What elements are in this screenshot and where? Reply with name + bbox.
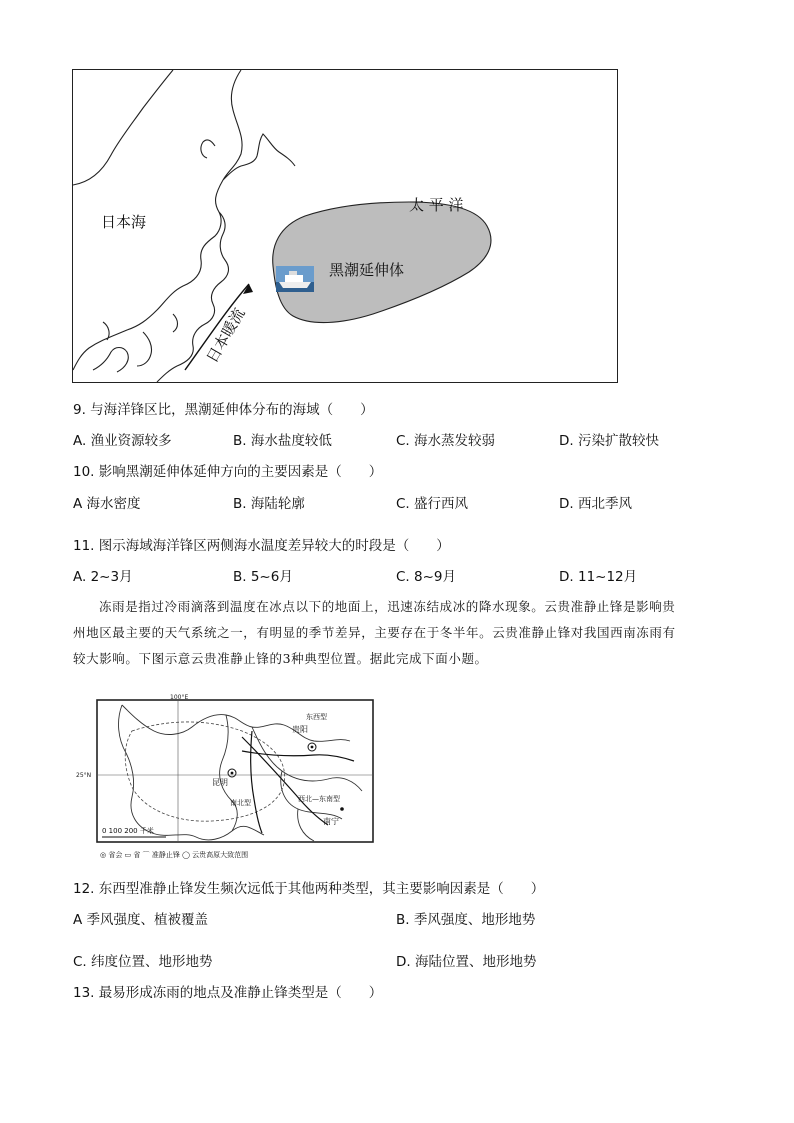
question-9-option-c: C. 海水蒸发较弱 bbox=[396, 433, 496, 449]
legend: ◎ 省会 ▭ 省 ⌒ 准静止锋 ◯ 云贵高原大致范围 bbox=[100, 851, 249, 859]
question-11-option-c: C. 8~9月 bbox=[396, 569, 456, 585]
question-12-option-a: A 季风强度、植被覆盖 bbox=[73, 912, 209, 928]
label-type-north-south: 南北型 bbox=[230, 799, 251, 807]
label-type-east-west: 东西型 bbox=[306, 713, 327, 721]
question-12-stem: 12. 东西型准静止锋发生频次远低于其他两种类型，其主要影响因素是（ ） bbox=[73, 881, 545, 897]
city-guiyang-label: 贵阳 bbox=[292, 725, 308, 734]
front-map bbox=[76, 691, 378, 863]
plateau-outline bbox=[125, 722, 284, 821]
label-sea-of-japan: 日本海 bbox=[101, 213, 147, 231]
question-9-option-a: A. 渔业资源较多 bbox=[73, 433, 172, 449]
question-10-option-d: D. 西北季风 bbox=[559, 496, 632, 512]
passage-line-1: 冻雨是指过冷雨滴落到温度在冰点以下的地面上，迅速冻结成冰的降水现象。云贵准静止锋是影响贵 bbox=[99, 599, 676, 614]
passage-line-3: 较大影响。下图示意云贵准静止锋的3种典型位置。据此完成下面小题。 bbox=[73, 651, 488, 666]
city-kunming-label: 昆明 bbox=[212, 778, 228, 787]
question-10-option-b: B. 海陆轮廓 bbox=[233, 496, 305, 512]
city-nanning-marker bbox=[340, 807, 344, 811]
lat-label: 25°N bbox=[76, 772, 92, 779]
question-10-option-a: A 海水密度 bbox=[73, 496, 141, 512]
question-12-option-b: B. 季风强度、地形地势 bbox=[396, 912, 536, 928]
kuroshio-map bbox=[72, 69, 618, 383]
scale-label: 0 100 200 千米 bbox=[102, 827, 154, 835]
question-11-option-b: B. 5~6月 bbox=[233, 569, 293, 585]
front-north-south bbox=[251, 731, 262, 833]
label-kuroshio-extension: 黑潮延伸体 bbox=[329, 261, 405, 279]
city-nanning-label: 南宁 bbox=[323, 817, 339, 826]
label-kuroshio-current: 日本暖流 bbox=[202, 305, 249, 366]
question-11-option-d: D. 11~12月 bbox=[559, 569, 638, 585]
question-10-stem: 10. 影响黑潮延伸体延伸方向的主要因素是（ ） bbox=[73, 464, 383, 480]
question-12-option-c: C. 纬度位置、地形地势 bbox=[73, 954, 213, 970]
front-east-west bbox=[242, 751, 354, 761]
lon-label: 100°E bbox=[170, 694, 189, 701]
front-map-svg bbox=[76, 691, 378, 863]
question-9-stem: 9. 与海洋锋区比，黑潮延伸体分布的海域（ ） bbox=[73, 402, 374, 418]
question-11-stem: 11. 图示海域海洋锋区两侧海水温度差异较大的时段是（ ） bbox=[73, 538, 450, 554]
passage bbox=[73, 594, 733, 672]
label-pacific-ocean: 太 平 洋 bbox=[409, 196, 464, 214]
question-13-stem: 13. 最易形成冻雨的地点及准静止锋类型是（ ） bbox=[73, 985, 383, 1001]
kuroshio-map-svg bbox=[73, 70, 617, 382]
question-9-option-d: D. 污染扩散较快 bbox=[559, 433, 659, 449]
question-12-option-d: D. 海陆位置、地形地势 bbox=[396, 954, 537, 970]
question-11-option-a: A. 2~3月 bbox=[73, 569, 133, 585]
label-type-northwest-southeast: 西北—东南型 bbox=[298, 795, 340, 803]
question-10-option-c: C. 盛行西风 bbox=[396, 496, 469, 512]
question-9-option-b: B. 海水盐度较低 bbox=[233, 433, 332, 449]
passage-line-2: 州地区最主要的天气系统之一，有明显的季节差异，主要存在于冬半年。云贵准静止锋对我国西南冻雨有 bbox=[73, 625, 676, 640]
ship-icon bbox=[276, 266, 314, 292]
